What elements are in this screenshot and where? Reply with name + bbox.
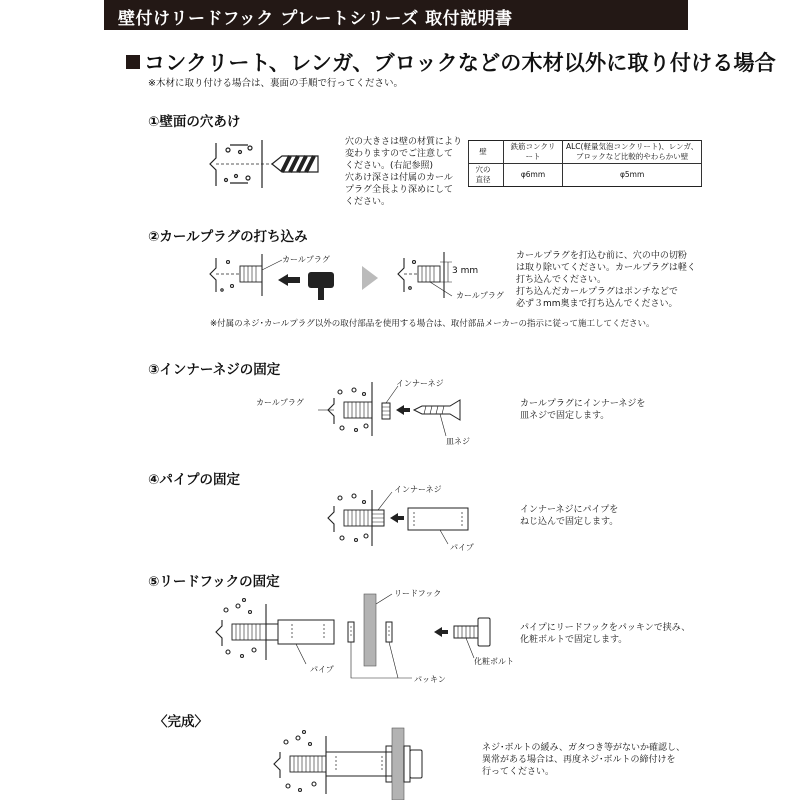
step5-label-packing: パッキン bbox=[414, 675, 446, 684]
decorative-bolt-icon bbox=[410, 750, 422, 778]
step4-label-inner: インナーネジ bbox=[394, 485, 442, 494]
step5-label-pipe: パイプ bbox=[310, 665, 334, 674]
step3-label-plug: カールプラグ bbox=[256, 398, 304, 407]
step2-label-plug: カールプラグ bbox=[282, 255, 330, 264]
sub-note: ※木材に取り付ける場合は、裏面の手順で行ってください。 bbox=[148, 78, 403, 89]
assembled-pipe-icon bbox=[326, 752, 392, 776]
step1-title: ①壁面の穴あけ bbox=[148, 114, 241, 130]
step5-title: ⑤リードフックの固定 bbox=[148, 574, 280, 590]
table-cell: ALC(軽量気泡コンクリート)、レンガ、 ブロックなど比較的やわらかい壁 bbox=[563, 141, 702, 164]
step3-label-inner: インナーネジ bbox=[396, 379, 444, 388]
complete-title: 〈完成〉 bbox=[154, 714, 208, 730]
step3-label-screw: 皿ネジ bbox=[446, 437, 470, 446]
table-cell: 壁 bbox=[469, 141, 498, 164]
table-cell: 穴の直径 bbox=[469, 164, 498, 187]
complete-desc: ネジ･ボルトの緩み、ガタつき等がないか確認し、 異常がある場合は、再度ネジ･ボルトの締付けを 行ってください。 bbox=[482, 743, 686, 777]
step4-title: ④パイプの固定 bbox=[148, 472, 241, 488]
step5-desc: パイプにリードフックをパッキンで挟み、 化粧ボルトで固定します。 bbox=[520, 623, 691, 645]
table-cell: 鉄筋コンクリート bbox=[504, 141, 563, 164]
table-cell: φ6mm bbox=[504, 164, 563, 187]
step5-label-hook: リードフック bbox=[394, 589, 442, 598]
step2-title: ②カールプラグの打ち込み bbox=[148, 229, 308, 245]
step2-label-plug2: カールプラグ bbox=[456, 291, 504, 300]
header-title: 壁付けリードフック プレートシリーズ 取付説明書 bbox=[118, 9, 513, 29]
table-cell: φ5mm bbox=[563, 164, 702, 187]
step3-desc: カールプラグにインナーネジを 皿ネジで固定します。 bbox=[520, 399, 646, 421]
step4-desc: インナーネジにパイプを ねじ込んで固定します。 bbox=[520, 505, 619, 527]
main-heading-text: コンクリート、レンガ、ブロックなどの木材以外に取り付ける場合 bbox=[144, 51, 776, 75]
lead-hook-plate-icon bbox=[392, 728, 404, 800]
step5-label-bolt: 化粧ボルト bbox=[474, 657, 514, 666]
step2-label-depth: 3 mm bbox=[452, 266, 479, 276]
step4-label-pipe: パイプ bbox=[450, 543, 474, 552]
step2-note: ※付属のネジ･カールプラグ以外の取付部品を使用する場合は、取付部品メーカーの指示に従って施工してください。 bbox=[210, 319, 655, 329]
step3-title: ③インナーネジの固定 bbox=[148, 362, 281, 378]
step1-desc: 穴の大きさは壁の材質により 変わりますのでご注意して ください。(右記参照) 穴あけ深さは付属のカール プラグ全長より深めにして ください。 bbox=[345, 137, 463, 207]
wall-with-plug-icon bbox=[274, 731, 326, 795]
step2-desc: カールプラグを打込む前に、穴の中の切粉 は取り除いてください。カールプラグは軽く 打ち込んでください。 打ち込んだカールプラグはポンチなどで 必ず３mm奥まで打ち込んでください。 bbox=[516, 251, 696, 309]
